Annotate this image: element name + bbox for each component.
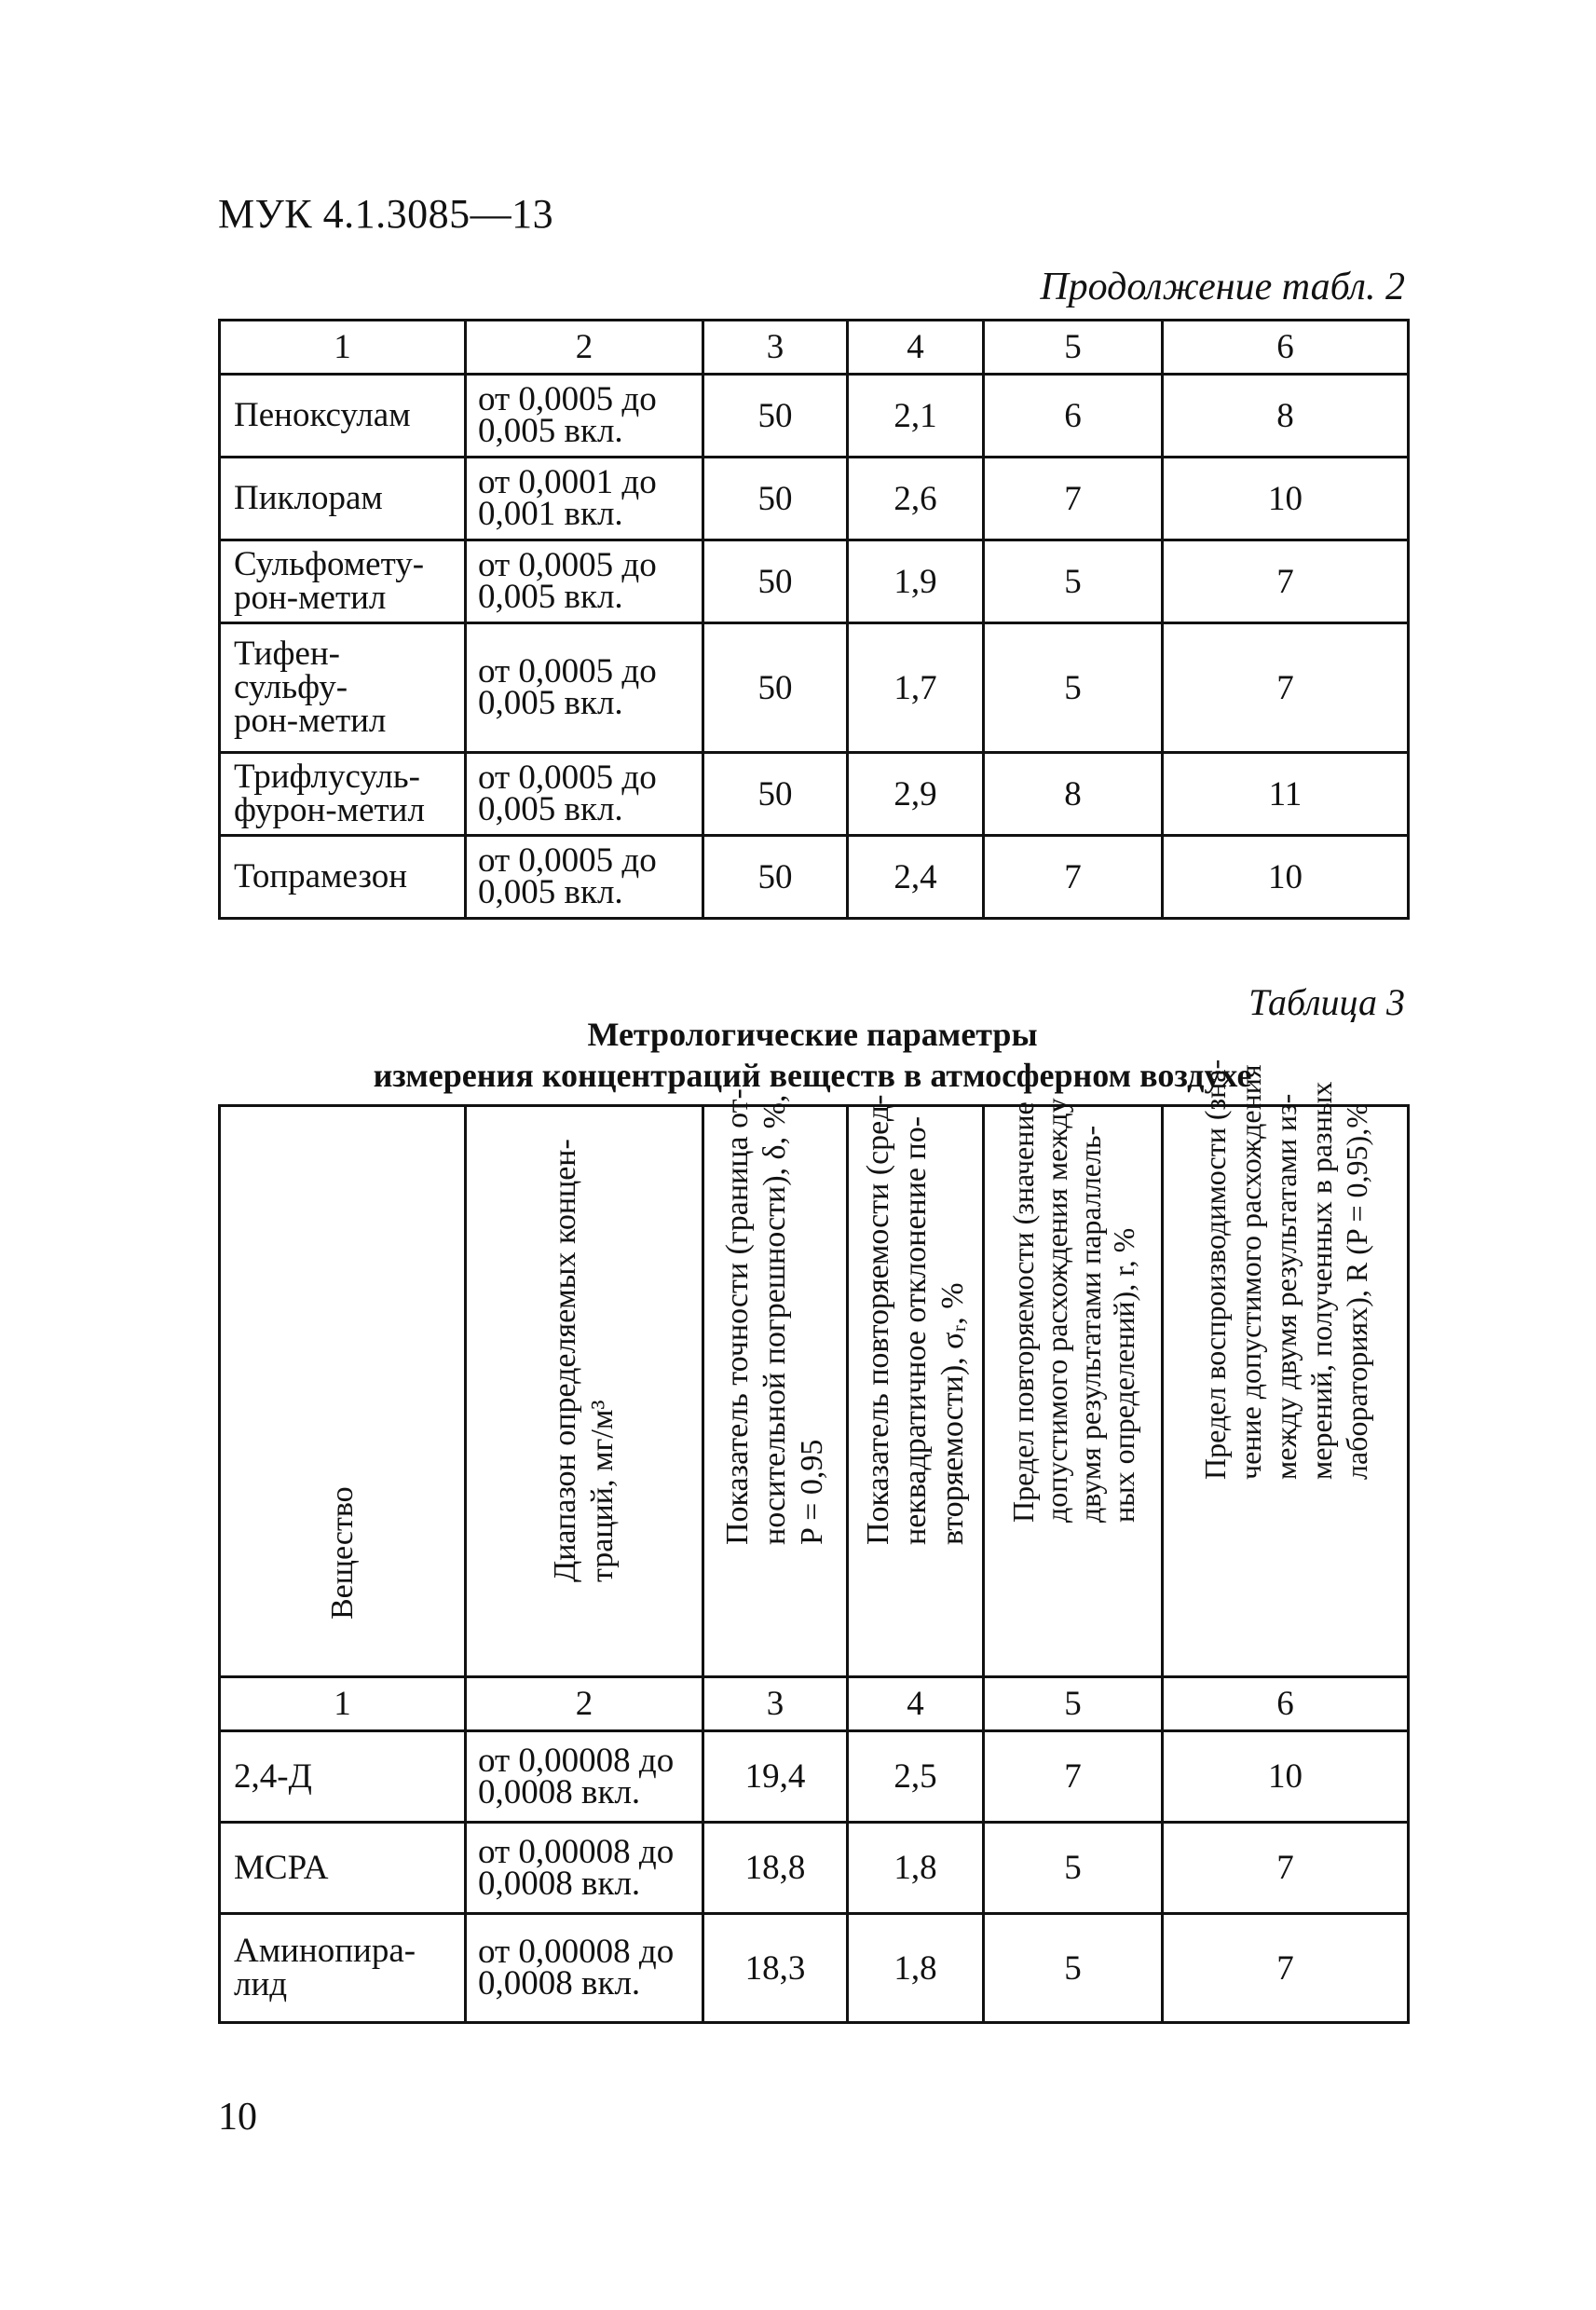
- cell-value: 6: [984, 375, 1163, 458]
- cell-value: 2,4: [848, 836, 984, 919]
- page-number: 10: [218, 2096, 257, 2139]
- substance-name: Трифлусуль- фурон-метил: [220, 753, 466, 836]
- cell-value: 18,8: [703, 1823, 848, 1914]
- concentration-range: от 0,00008 до 0,0008 вкл.: [466, 1823, 703, 1914]
- table-row: [220, 753, 1409, 836]
- substance-name: 2,4-Д: [220, 1731, 466, 1823]
- concentration-range: от 0,0005 до 0,005 вкл.: [466, 375, 703, 458]
- column-number: 1: [220, 321, 466, 375]
- column-header: Показатель точности (граница от- носительной погрешности), δ, %, P = 0,95: [703, 1106, 848, 1677]
- table-row: [220, 540, 1409, 623]
- cell-value: 50: [703, 375, 848, 458]
- cell-value: 2,9: [848, 753, 984, 836]
- cell-value: 1,8: [848, 1914, 984, 2023]
- column-number: 5: [984, 1677, 1163, 1731]
- substance-name: Топрамезон: [220, 836, 466, 919]
- cell-value: 10: [1163, 1731, 1409, 1823]
- column-header: Показатель повторяемости (сред- неквадратичное отклонение по- вторяемости), σᵣ, %: [848, 1106, 984, 1677]
- cell-value: 50: [703, 753, 848, 836]
- cell-value: 10: [1163, 836, 1409, 919]
- column-number: 2: [466, 321, 703, 375]
- concentration-range: от 0,00008 до 0,0008 вкл.: [466, 1914, 703, 2023]
- concentration-range: от 0,0005 до 0,005 вкл.: [466, 753, 703, 836]
- cell-value: 1,9: [848, 540, 984, 623]
- cell-value: 1,7: [848, 623, 984, 753]
- table-row: [220, 1823, 1409, 1914]
- document-code: МУК 4.1.3085—13: [218, 191, 554, 237]
- cell-value: 5: [984, 540, 1163, 623]
- cell-value: 7: [984, 1731, 1163, 1823]
- substance-name: MCPA: [220, 1823, 466, 1914]
- column-header: Предел повторяемости (значение допустимого расхождения между двумя результатами параллель- ных определений), r, %: [984, 1106, 1163, 1677]
- cell-value: 5: [984, 1823, 1163, 1914]
- column-number: 4: [848, 1677, 984, 1731]
- table-row: [220, 1731, 1409, 1823]
- substance-name: Тифен- сульфу- рон-метил: [220, 623, 466, 753]
- column-number: 6: [1163, 321, 1409, 375]
- column-number: 3: [703, 1677, 848, 1731]
- table2-continuation-caption: Продолжение табл. 2: [1040, 266, 1405, 308]
- cell-value: 50: [703, 540, 848, 623]
- column-number: 5: [984, 321, 1163, 375]
- cell-value: 7: [1163, 1914, 1409, 2023]
- cell-value: 50: [703, 836, 848, 919]
- cell-value: 50: [703, 458, 848, 540]
- cell-value: 10: [1163, 458, 1409, 540]
- column-header: Вещество: [220, 1106, 466, 1677]
- cell-value: 11: [1163, 753, 1409, 836]
- column-number: 6: [1163, 1677, 1409, 1731]
- cell-value: 7: [1163, 623, 1409, 753]
- cell-value: 7: [1163, 1823, 1409, 1914]
- concentration-range: от 0,0005 до 0,005 вкл.: [466, 540, 703, 623]
- table3-column-numbers: [220, 1677, 1409, 1731]
- table2-column-numbers: [220, 321, 1409, 375]
- table-row: [220, 1914, 1409, 2023]
- substance-name: Пеноксулам: [220, 375, 466, 458]
- column-number: 1: [220, 1677, 466, 1731]
- cell-value: 2,6: [848, 458, 984, 540]
- column-header: Предел воспроизводимости (зна- чение допустимого расхождения между двумя результатами из- мерений, полученных в разных лабораториях), R (P = 0,95),%: [1163, 1106, 1409, 1677]
- column-header: Диапазон определяемых концен- траций, мг/м³: [466, 1106, 703, 1677]
- table2: [218, 319, 1410, 920]
- concentration-range: от 0,0005 до 0,005 вкл.: [466, 836, 703, 919]
- concentration-range: от 0,0001 до 0,001 вкл.: [466, 458, 703, 540]
- concentration-range: от 0,0005 до 0,005 вкл.: [466, 623, 703, 753]
- column-number: 4: [848, 321, 984, 375]
- cell-value: 19,4: [703, 1731, 848, 1823]
- cell-value: 50: [703, 623, 848, 753]
- cell-value: 7: [1163, 540, 1409, 623]
- cell-value: 8: [984, 753, 1163, 836]
- cell-value: 18,3: [703, 1914, 848, 2023]
- cell-value: 2,5: [848, 1731, 984, 1823]
- cell-value: 2,1: [848, 375, 984, 458]
- cell-value: 8: [1163, 375, 1409, 458]
- cell-value: 5: [984, 1914, 1163, 2023]
- substance-name: Сульфомету- рон-метил: [220, 540, 466, 623]
- table-row: [220, 836, 1409, 919]
- table3-caption: Таблица 3: [1248, 981, 1405, 1023]
- table3-title: Метрологические параметры измерения концентраций веществ в атмосферном воздухе: [373, 1016, 1252, 1094]
- cell-value: 7: [984, 836, 1163, 919]
- cell-value: 1,8: [848, 1823, 984, 1914]
- table3-header-row: [220, 1106, 1409, 1677]
- table3: [218, 1059, 1410, 2024]
- column-number: 3: [703, 321, 848, 375]
- substance-name: Аминопира- лид: [220, 1914, 466, 2023]
- concentration-range: от 0,00008 до 0,0008 вкл.: [466, 1731, 703, 1823]
- table-row: [220, 458, 1409, 540]
- cell-value: 5: [984, 623, 1163, 753]
- column-number: 2: [466, 1677, 703, 1731]
- cell-value: 7: [984, 458, 1163, 540]
- table-row: [220, 623, 1409, 753]
- substance-name: Пиклорам: [220, 458, 466, 540]
- table-row: [220, 375, 1409, 458]
